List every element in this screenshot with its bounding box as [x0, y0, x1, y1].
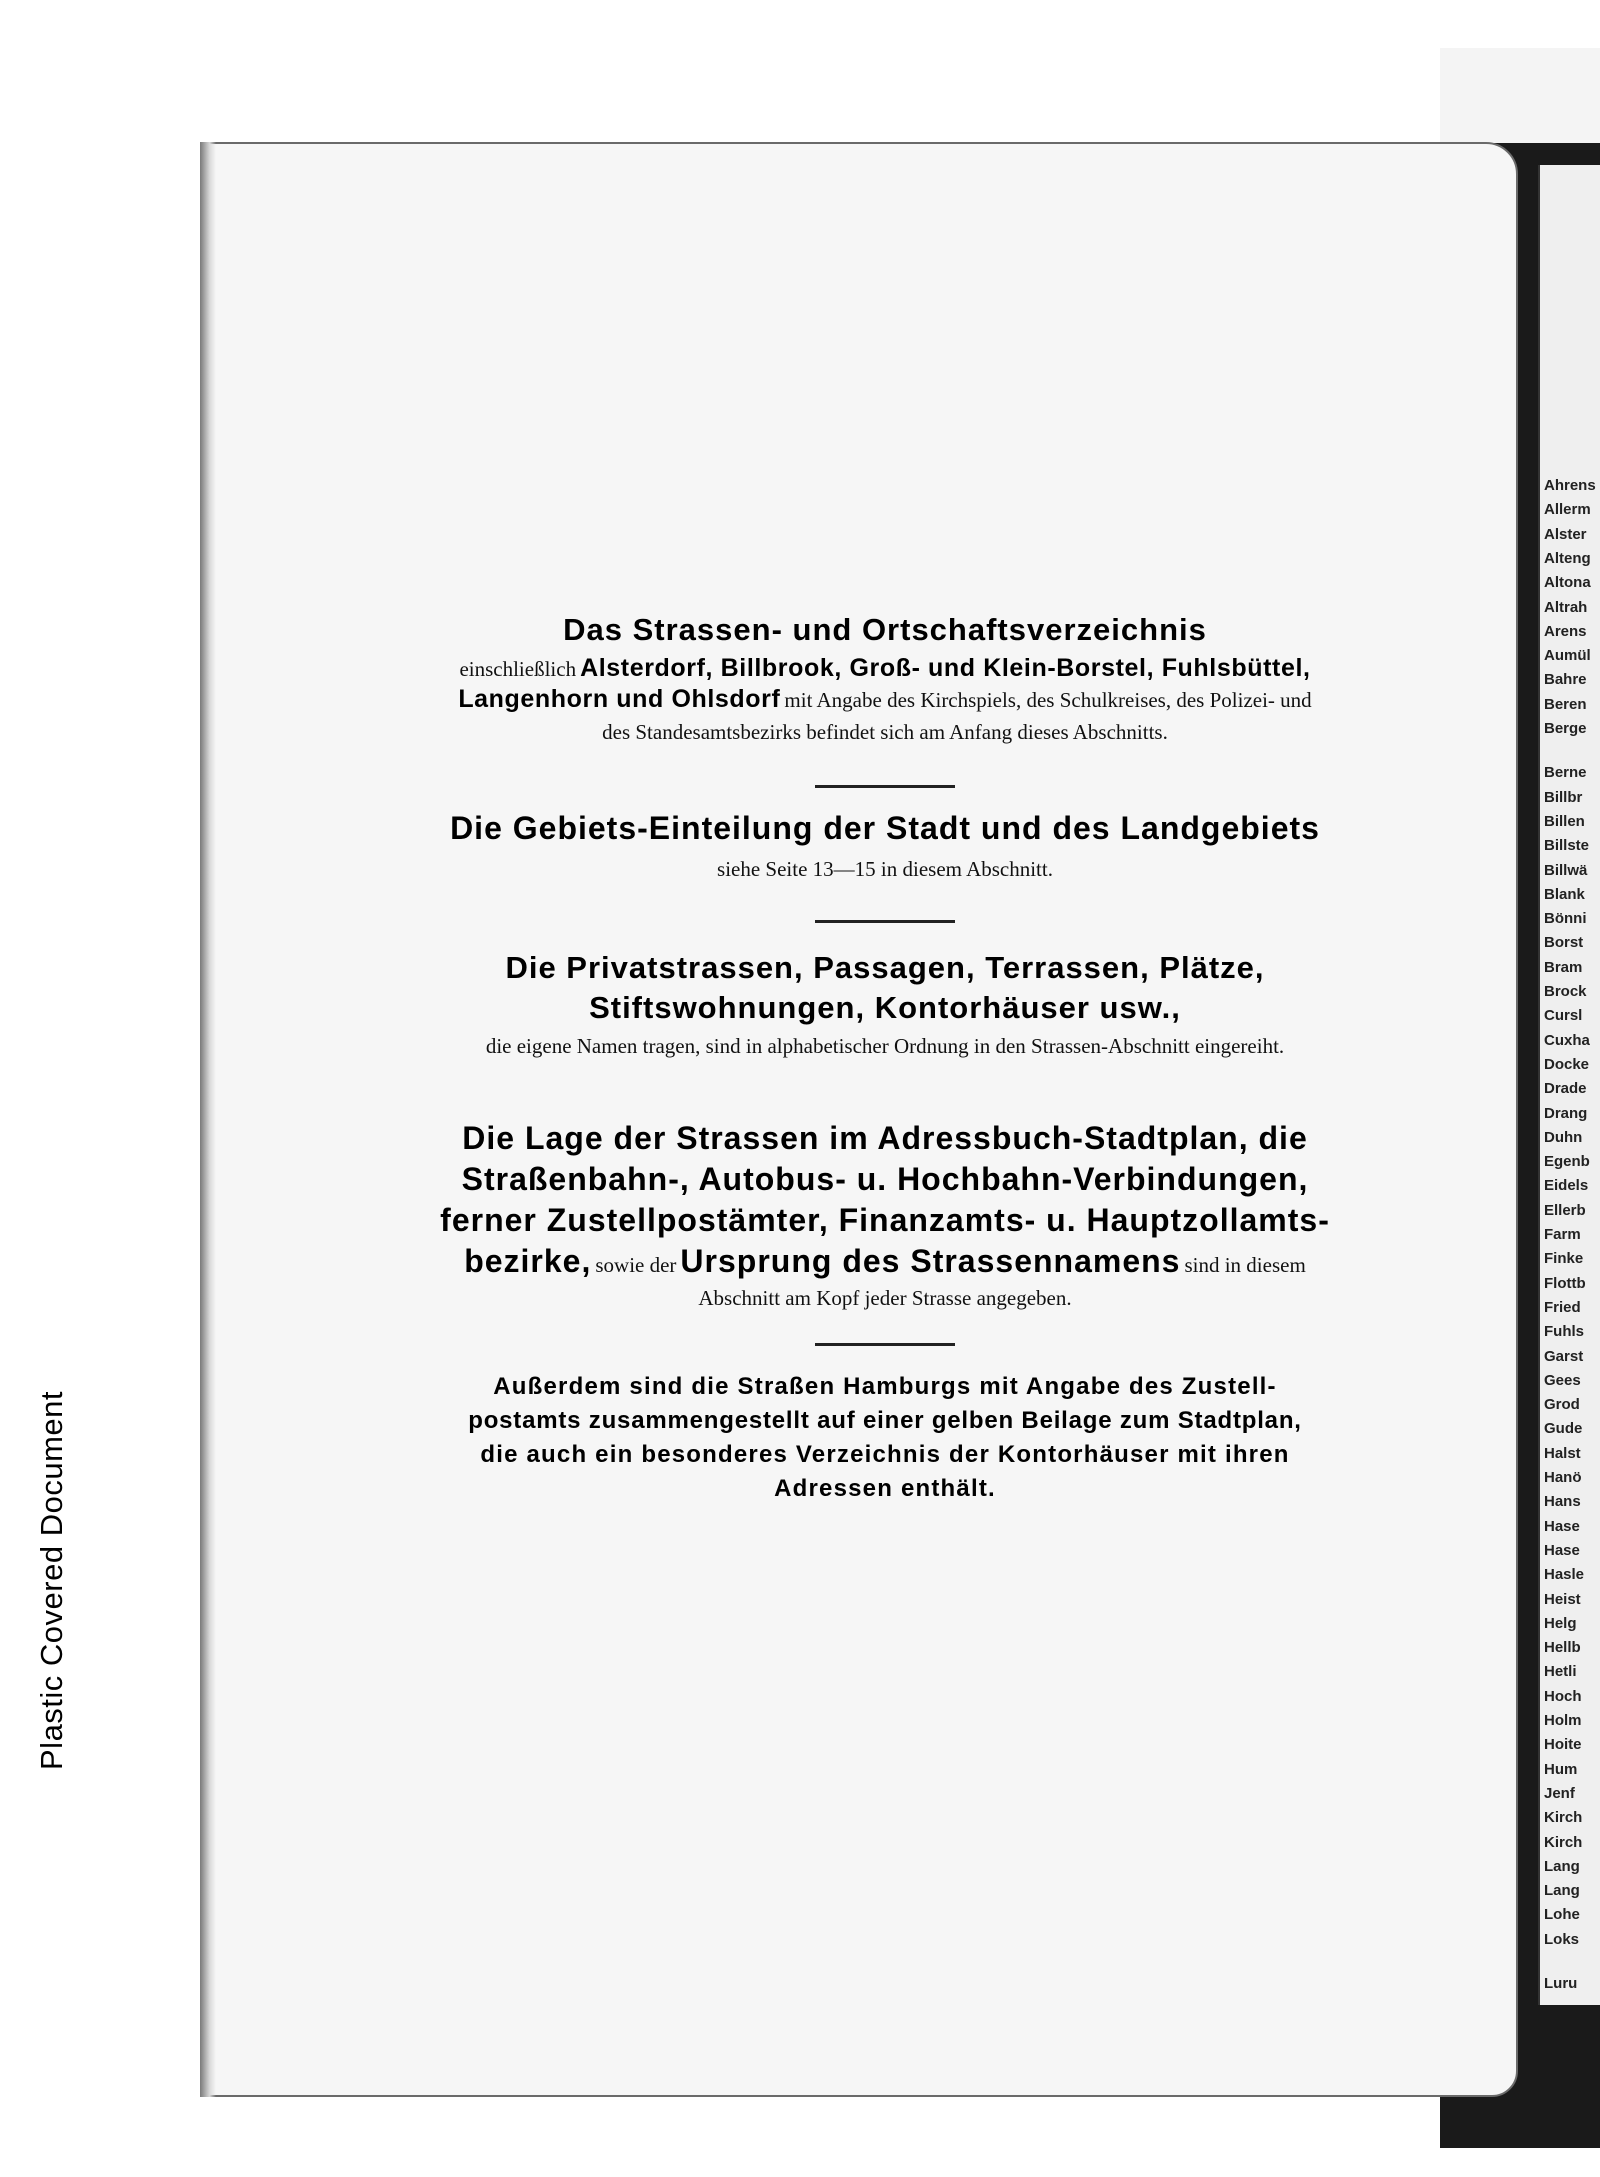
index-tab: Alster	[1544, 525, 1587, 543]
index-tab: Brock	[1544, 983, 1587, 1000]
index-tab: Hetli	[1544, 1663, 1577, 1681]
index-tab: Bahre	[1544, 671, 1587, 689]
index-tab: Hellb	[1544, 1639, 1581, 1657]
index-tab: Eidels	[1544, 1177, 1589, 1195]
index-tab: Lohe	[1544, 1906, 1580, 1924]
index-tab: Arens	[1544, 622, 1587, 640]
index-tab: Finke	[1544, 1250, 1584, 1268]
index-tab: Hum	[1544, 1760, 1578, 1778]
index-tab: Lang	[1544, 1857, 1580, 1875]
index-tab: Gees	[1544, 1371, 1581, 1389]
index-tab: Hase	[1544, 1541, 1580, 1559]
index-tab: Berne	[1544, 764, 1587, 782]
index-tab: Altrah	[1544, 598, 1588, 616]
section4-line3: ferner Zustellpostämter, Finanzamts- u. Hauptzollamts-	[440, 1202, 1330, 1238]
section4-line5: Abschnitt am Kopf jeder Strasse angegeben.	[698, 1286, 1072, 1310]
index-tab: Farm	[1544, 1226, 1581, 1243]
index-tab: Fried	[1544, 1298, 1581, 1316]
section1-line1: einschließlich Alsterdorf, Billbrook, Groß- und Klein-Borstel, Fuhlsbüttel,	[459, 654, 1311, 682]
adjacent-page-index	[1538, 165, 1600, 2005]
index-tab: Helg	[1544, 1614, 1577, 1632]
section-area-division	[340, 810, 1430, 882]
section3-title-line1: Die Privatstrassen, Passagen, Terrassen, Plätze,	[505, 950, 1265, 985]
divider-rule	[815, 1343, 955, 1346]
index-tab: Ahrens	[1544, 477, 1596, 494]
section-supplement-note	[340, 1373, 1430, 1503]
index-tab: Allerm	[1544, 501, 1591, 519]
index-tab: Hans	[1544, 1493, 1581, 1511]
section2-title: Die Gebiets-Einteilung der Stadt und des Landgebiets	[450, 810, 1320, 846]
index-tab: Gude	[1544, 1420, 1583, 1438]
section3-title-line2: Stiftswohnungen, Kontorhäuser usw.,	[589, 990, 1181, 1025]
index-tab: Alteng	[1544, 549, 1591, 567]
section3-note: die eigene Namen tragen, sind in alphabetischer Ordnung in den Strassen-Abschnitt eingereiht.	[485, 1034, 1285, 1058]
section5-line4: Adressen enthält.	[774, 1475, 996, 1502]
index-tab: Bram	[1544, 958, 1583, 976]
index-tab: Hoite	[1544, 1736, 1582, 1754]
section1-line2: Langenhorn und Ohlsdorf mit Angabe des Kirchspiels, des Schulkreises, des Polizei- und	[458, 685, 1312, 713]
index-tab: Billbr	[1544, 788, 1583, 806]
index-tab: Fuhls	[1544, 1323, 1584, 1341]
index-tab: Hanö	[1544, 1469, 1582, 1486]
index-tab: Hase	[1544, 1517, 1580, 1535]
index-tab: Jenf	[1544, 1784, 1575, 1802]
index-tab: Aumül	[1544, 647, 1591, 665]
index-tab: Kirch	[1544, 1833, 1583, 1851]
index-tab: Heist	[1544, 1590, 1581, 1608]
section4-line4: bezirke, sowie der Ursprung des Strassennamens sind in diesem	[464, 1243, 1306, 1279]
section2-note: siehe Seite 13—15 in diesem Abschnitt.	[717, 857, 1053, 881]
section4-line1: Die Lage der Strassen im Adressbuch-Stadtplan, die	[462, 1120, 1308, 1156]
index-tab: Docke	[1544, 1055, 1590, 1073]
page-edge-shadow	[200, 142, 216, 2097]
section5-line2: postamts zusammengestellt auf einer gelben Beilage zum Stadtplan,	[468, 1407, 1302, 1434]
index-tab: Borst	[1544, 934, 1584, 952]
section1-line3: des Standesamtsbezirks befindet sich am Anfang dieses Abschnitts.	[602, 720, 1168, 744]
index-tab: Billwä	[1544, 861, 1588, 879]
section5-line1: Außerdem sind die Straßen Hamburgs mit Angabe des Zustell-	[493, 1373, 1277, 1400]
section-private-streets	[340, 950, 1430, 1059]
index-tab: Cuxha	[1544, 1031, 1590, 1049]
divider-rule	[815, 785, 955, 788]
index-tab: Hasle	[1544, 1566, 1585, 1584]
index-tab: Billen	[1544, 812, 1585, 830]
index-tab: Bönni	[1544, 910, 1587, 928]
index-tab: Halst	[1544, 1444, 1581, 1462]
divider-rule	[815, 920, 955, 923]
index-tab: Ellerb	[1544, 1201, 1586, 1219]
index-tab: Garst	[1544, 1347, 1584, 1365]
index-tab: Blank	[1544, 885, 1585, 903]
index-tab: Beren	[1544, 695, 1587, 713]
index-tab: Kirch	[1544, 1809, 1583, 1827]
index-tab: Luru	[1544, 1975, 1578, 1992]
index-tab: Lang	[1544, 1882, 1580, 1900]
side-label: Plastic Covered Document	[34, 1391, 69, 1770]
section-street-directory	[340, 612, 1430, 745]
index-tab: Drang	[1544, 1104, 1588, 1122]
index-tab: Berge	[1544, 720, 1587, 737]
index-tab: Altona	[1544, 574, 1591, 592]
section4-line2: Straßenbahn-, Autobus- u. Hochbahn-Verbindungen,	[461, 1161, 1309, 1197]
index-tab: Grod	[1544, 1396, 1580, 1414]
section5-line3: die auch ein besonderes Verzeichnis der Kontorhäuser mit ihren	[480, 1441, 1290, 1468]
index-tab: Billste	[1544, 837, 1590, 855]
index-tab: Duhn	[1544, 1128, 1583, 1146]
index-tab: Cursl	[1544, 1007, 1583, 1025]
scan-top-margin	[1440, 48, 1600, 143]
index-tab: Hoch	[1544, 1687, 1582, 1705]
section-street-location	[340, 1120, 1430, 1311]
index-tab: Egenb	[1544, 1153, 1590, 1171]
index-tab: Holm	[1544, 1712, 1582, 1729]
index-tab: Drade	[1544, 1080, 1587, 1098]
index-tab: Flottb	[1544, 1274, 1586, 1292]
section1-title: Das Strassen- und Ortschaftsverzeichnis	[563, 612, 1207, 647]
index-tab: Loks	[1544, 1930, 1580, 1948]
